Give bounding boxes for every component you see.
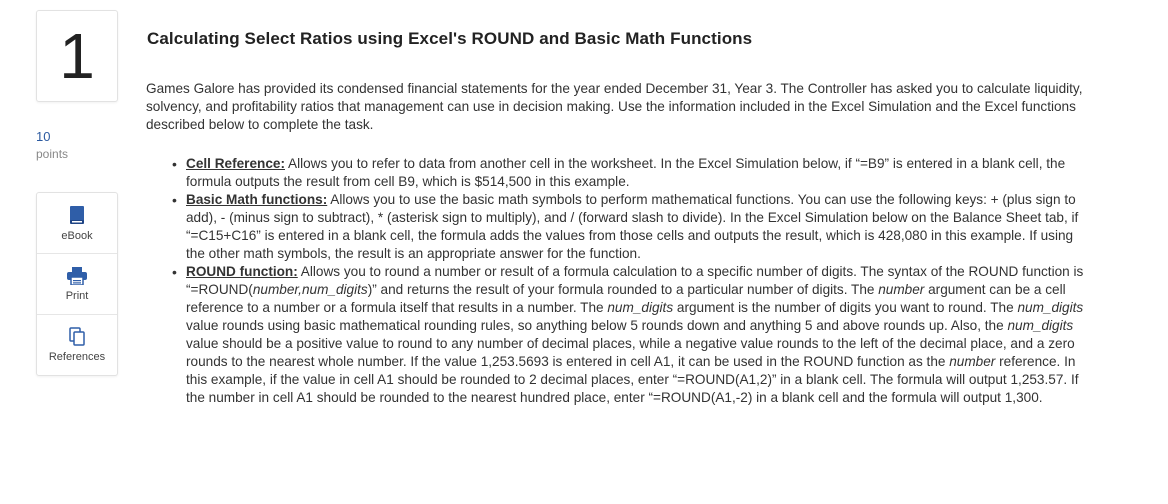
round-text-7: reference. In this example, if the value in cell A1 should be rounded to 2 decimal places, enter “=ROUND(A1,2)” in a blank cell. The formula will output 1,253.57. If the number in cell A1 should be rounded to the nearest hundred place, enter “=ROUND(A1,-2) in a blank cell and the formula will output 1,300. [186,354,1079,405]
round-italic-2: number [878,282,925,297]
round-text-3: argument can be a cell reference to a number or a formula itself that results in a number. The [186,282,1066,315]
copy-icon [69,327,85,346]
intro-paragraph: Games Galore has provided its condensed financial statements for the year ended December 31, Year 3. The Controller has asked you to calculate liquidity, solvency, and profitability ratios that management can use in decision making. Use the information included in the Excel Simulation and the Excel functions described below to complete the task. [146,81,1083,132]
question-number-box [36,10,118,102]
list-item-basic-math [186,191,1091,263]
round-italic-5: num_digits [1007,318,1074,333]
print-button[interactable] [37,254,117,315]
round-text-5: value rounds using basic mathematical rounding rules, so anything below 5 rounds down and anything 5 and above rounds up. Also, the [186,318,1008,333]
printer-icon [67,267,87,285]
round-text-2: )” and returns the result of your formula rounded to a particular number of digits. The [367,282,879,297]
round-italic-3: num_digits [607,300,674,315]
points-value: 10 [36,129,51,144]
round-italic-6: number [949,354,996,369]
round-text-6: value should be a positive value to round to any number of decimal places, while a negative value rounds to the left of the decimal place, and a zero rounds to the nearest whole number. If the value 1,253.5693 is entered in cell A1, it can be used in the ROUND function as the [186,336,1075,369]
question-title: Calculating Select Ratios using Excel's ROUND and Basic Math Functions [147,29,753,48]
round-italic-4: num_digits [1017,300,1084,315]
references-label: References [48,351,106,363]
print-label: Print [65,289,89,302]
book-icon [69,205,85,225]
question-number: 1 [59,20,95,92]
question-body [146,80,1091,407]
ebook-label: eBook [61,229,93,242]
cell-reference-term: Cell Reference: [186,156,285,171]
references-button[interactable] [37,315,117,375]
function-list [146,155,1091,407]
points-label: points [36,147,69,161]
round-text-4: argument is the number of digits you want to round. The [673,300,1018,315]
round-function-term: ROUND function: [186,264,298,279]
round-text-1: Allows you to round a number or result of a formula calculation to a specific number of digits. The syntax of the ROUND function is “=ROUND( [186,264,1084,297]
cell-reference-text: Allows you to refer to data from another cell in the worksheet. In the Excel Simulation below, if “=B9” is entered in a blank cell, the formula outputs the result from cell B9, which is $514,500 in this example. [186,156,1066,189]
round-italic-1: number,num_digits [252,282,368,297]
list-item-round-function [186,263,1091,407]
tools-panel [36,192,118,376]
basic-math-term: Basic Math functions: [186,192,328,207]
list-item-cell-reference [186,155,1091,191]
ebook-button[interactable] [37,193,117,254]
basic-math-text: Allows you to use the basic math symbols to perform mathematical functions. You can use the following keys: + (plus sign to add), - (minus sign to subtract), * (asterisk sign to multiply), and / (forward slash to divide). In the Excel Simulation below on the Balance Sheet tab, if “=C15+C16” is entered in a blank cell, the formula adds the values from those cells and outputs the result, which is 428,080 in this example. If using the other math symbols, the result is an appropriate answer for the function. [186,192,1079,261]
